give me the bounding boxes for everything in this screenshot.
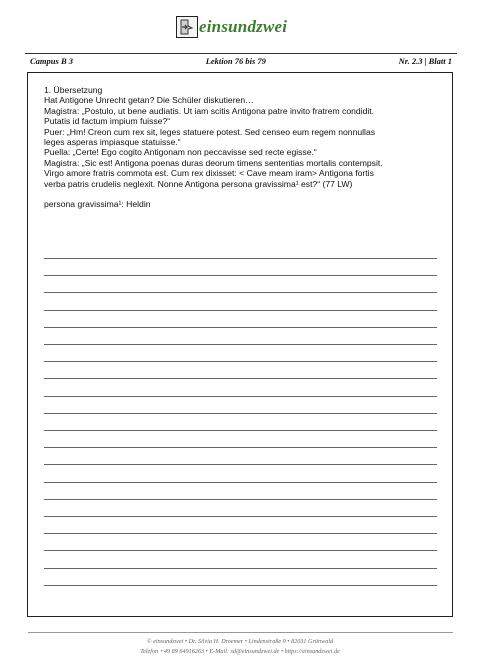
writing-line bbox=[44, 585, 437, 586]
writing-line bbox=[44, 516, 437, 517]
writing-line bbox=[44, 447, 437, 448]
writing-line bbox=[44, 344, 437, 345]
footer-contact: Telefon +49 89 64916263 • E-Mail: sd@einsundzwei.de • https://einsundzwei.de bbox=[140, 648, 340, 655]
exercise-line: Magistra: „Sic est! Antigona poenas duras deorum timens sententias mortalis contempsit. bbox=[44, 157, 383, 168]
header-lesson: Lektion 76 bis 79 bbox=[205, 56, 266, 66]
writing-line bbox=[44, 292, 437, 293]
writing-line bbox=[44, 361, 437, 362]
writing-line bbox=[44, 310, 437, 311]
exercise-text bbox=[44, 85, 444, 210]
footer-address: © einsundzwei • Dr. Silvia H. Droemer • Lindenstraße 9 • 82031 Grünwald bbox=[146, 638, 334, 645]
writing-line bbox=[44, 378, 437, 379]
exercise-line: Putatis id factum impium fuisse?“ bbox=[44, 116, 171, 127]
exercise-title: 1. Übersetzung bbox=[44, 85, 103, 95]
writing-line bbox=[44, 482, 437, 483]
writing-line bbox=[44, 533, 437, 534]
worksheet-header bbox=[30, 56, 452, 70]
writing-line bbox=[44, 275, 437, 276]
header-book: Campus B 3 bbox=[30, 56, 73, 66]
footer-rule bbox=[28, 632, 453, 633]
logo-face-icon bbox=[176, 16, 198, 38]
writing-line bbox=[44, 550, 437, 551]
exercise-line: Puella: „Certe! Ego cogito Antigonam non peccavisse sed recte egisse.“ bbox=[44, 147, 317, 158]
header-sheet-number: Nr. 2.3 | Blatt 1 bbox=[398, 56, 452, 66]
writing-line bbox=[44, 464, 437, 465]
writing-line bbox=[44, 258, 437, 259]
exercise-line: Magistra: „Postulo, ut bene audiatis. Ut iam scitis Antigona patre invito fratrem condidit. bbox=[44, 105, 375, 116]
exercise-line: Virgo amore fratris commota est. Cum rex dixisset: < Cave meam iram> Antigona fortis bbox=[44, 168, 374, 179]
logo-text: einsundzwei bbox=[199, 17, 288, 36]
writing-line bbox=[44, 568, 437, 569]
writing-line bbox=[44, 413, 437, 414]
writing-line bbox=[44, 499, 437, 500]
writing-line bbox=[44, 396, 437, 397]
writing-line bbox=[44, 430, 437, 431]
logo bbox=[176, 14, 287, 40]
exercise-line: leges asperas impiasque statuisse.“ bbox=[44, 137, 181, 148]
exercise-line: Puer: „Hm! Creon cum rex sit, leges statuere potest. Sed censeo eum regem nonnullas bbox=[44, 126, 376, 137]
header-rule-top bbox=[25, 53, 457, 54]
exercise-line: Hat Antigone Unrecht getan? Die Schüler diskutieren… bbox=[44, 95, 254, 106]
exercise-line: verba patris crudelis neglexit. Nonne Antigona persona gravissima¹ est?“ (77 LW) bbox=[44, 178, 353, 189]
writing-line bbox=[44, 327, 437, 328]
footnote: persona gravissima¹: Heldin bbox=[44, 199, 151, 210]
